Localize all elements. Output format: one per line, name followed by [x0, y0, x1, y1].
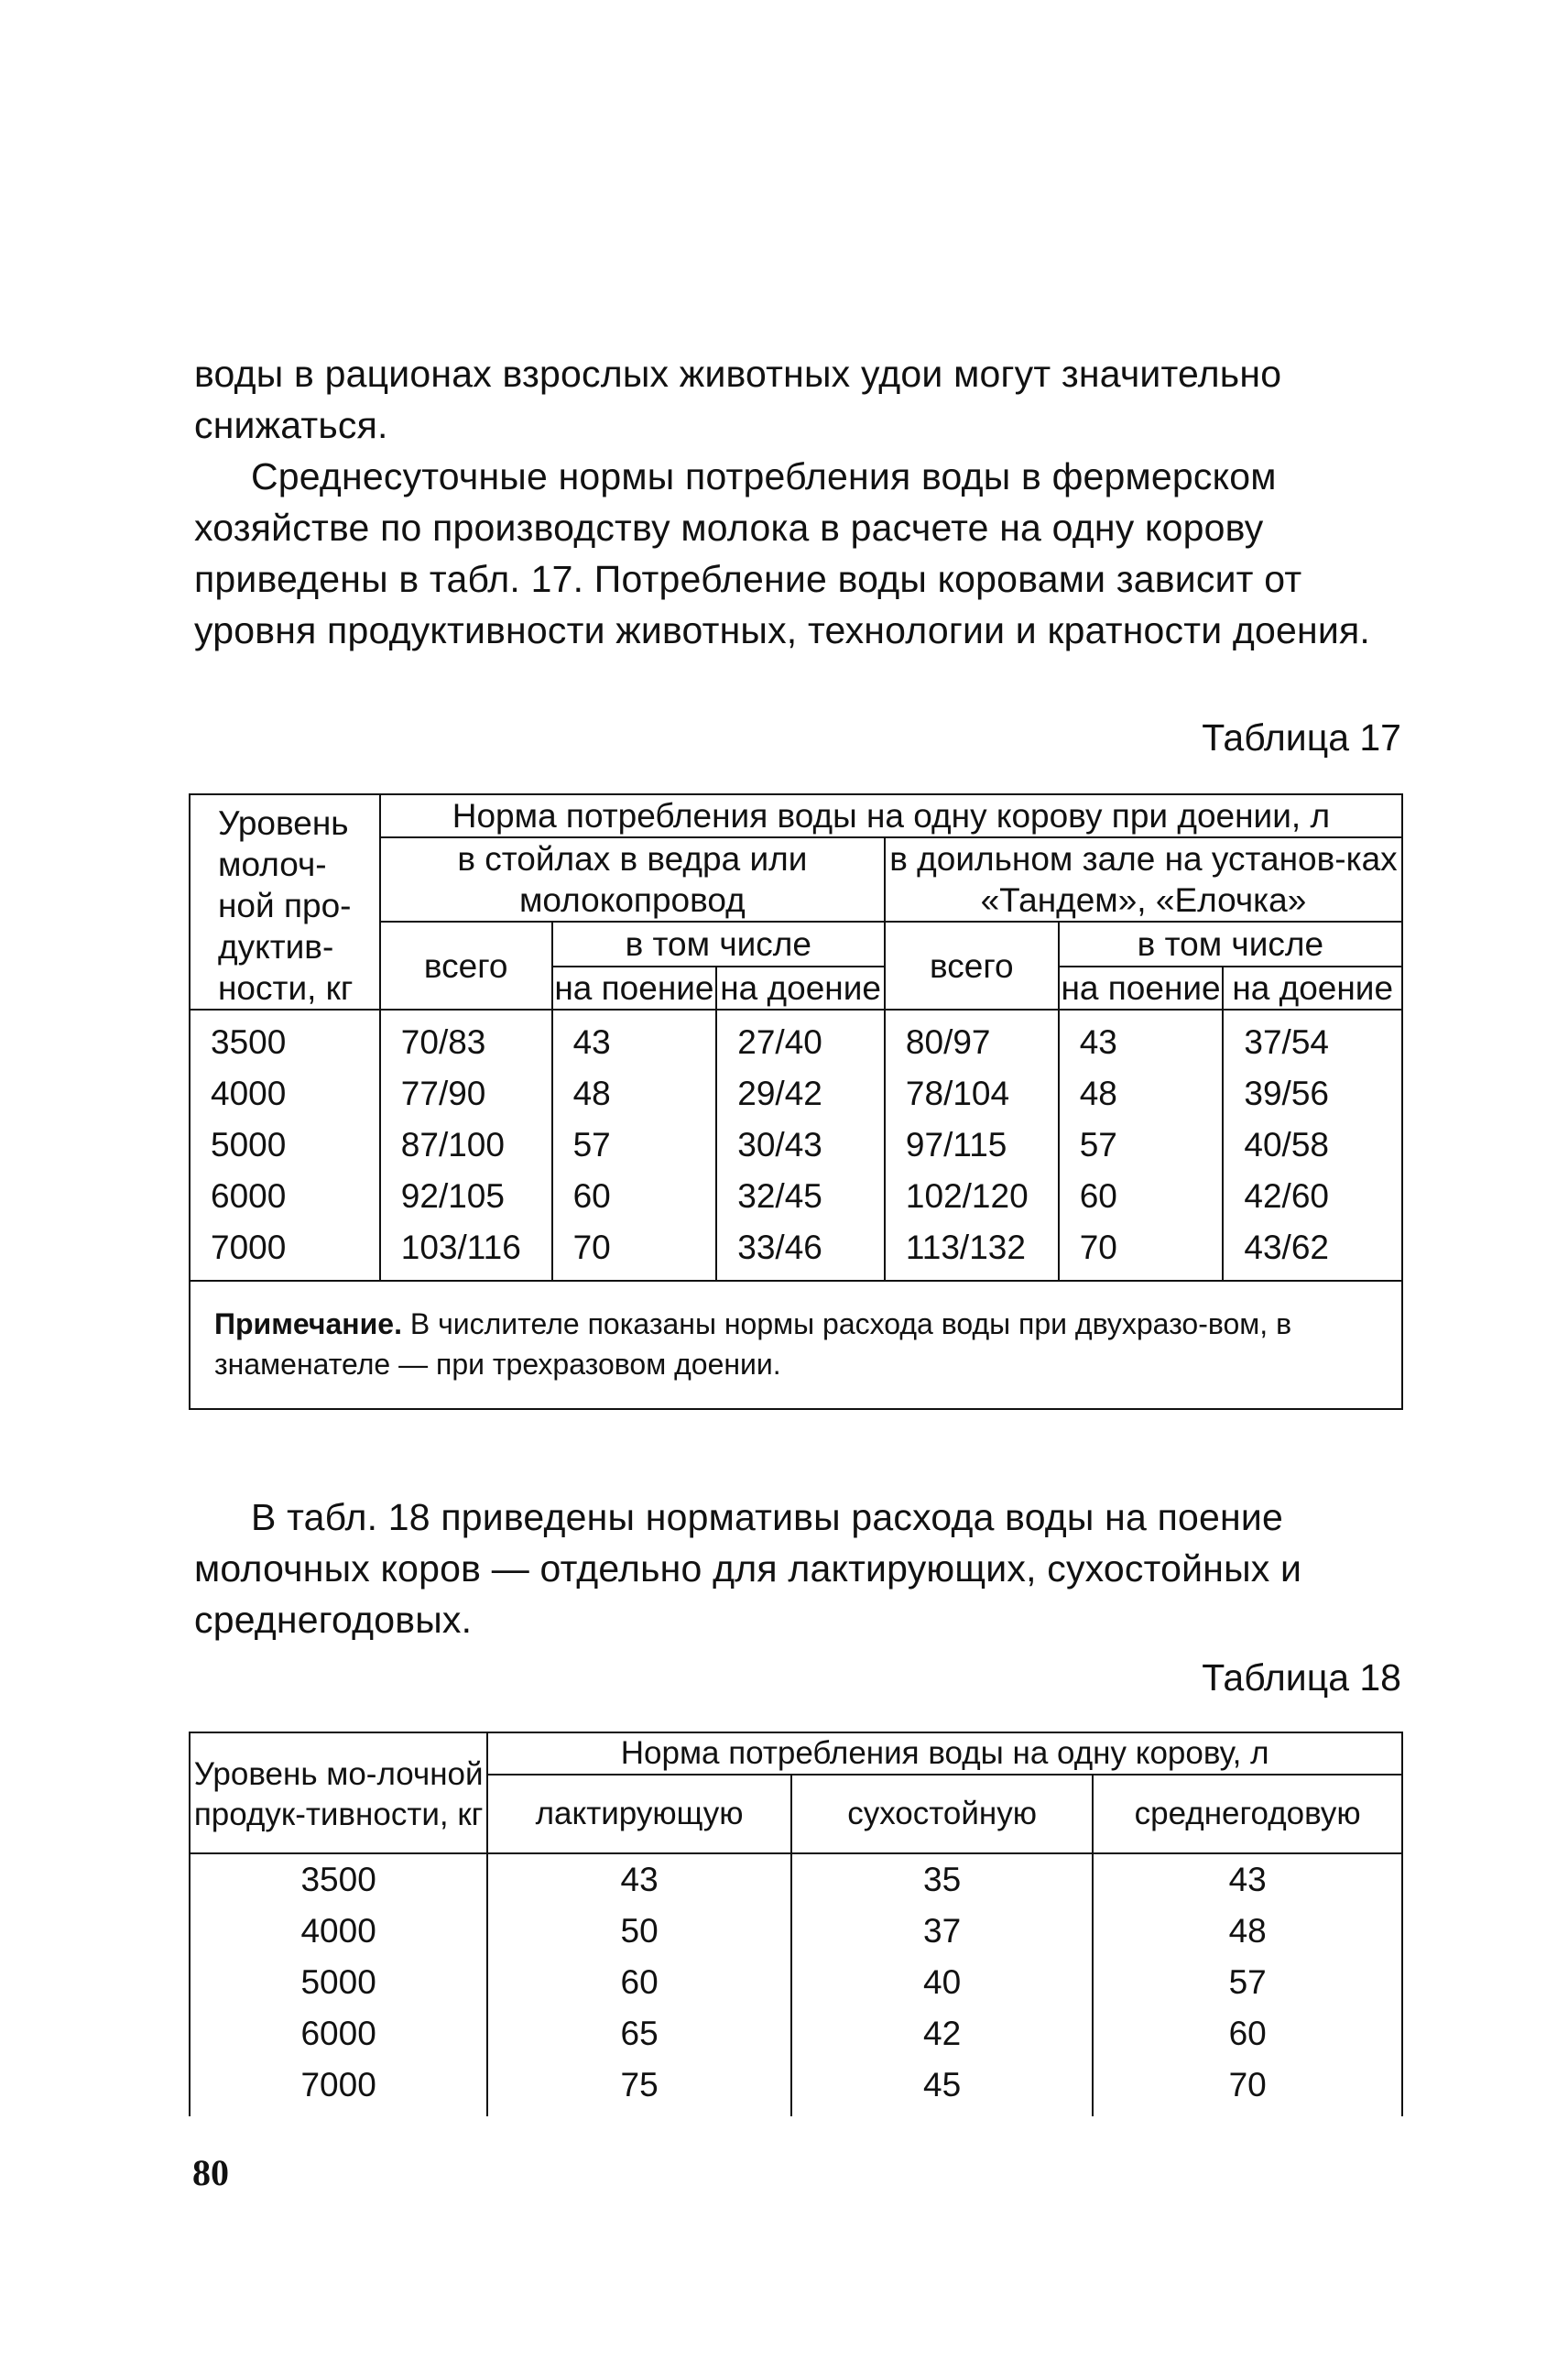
t17-header-milk-2: на доение	[1223, 967, 1402, 1010]
t17-note-text: В числителе показаны нормы расхода воды при двухразо-вом, в знаменателе — при трехразовом доении.	[214, 1307, 1292, 1381]
t17-note-label: Примечание.	[214, 1307, 402, 1340]
t17-header-total-2: всего	[885, 922, 1059, 1010]
paragraph-intro: воды в рационах взрослых животных удои могут значительно снижаться.	[194, 353, 1282, 446]
table-row	[190, 1170, 1402, 1221]
t17-cell: 7000	[190, 1221, 380, 1281]
t17-cell: 33/46	[716, 1221, 885, 1281]
table-row	[190, 2008, 1402, 2060]
t18-cell: 7000	[190, 2060, 487, 2116]
t17-cell: 43	[1059, 1010, 1224, 1067]
table-row	[190, 1906, 1402, 1957]
t17-header-incl-1: в том числе	[552, 922, 885, 967]
t17-cell: 102/120	[885, 1170, 1059, 1221]
t17-header-norm: Норма потребления воды на одну корову при доении, л	[380, 794, 1402, 837]
t18-cell: 6000	[190, 2008, 487, 2060]
t17-header-drink-1: на поение	[552, 967, 717, 1010]
table-row	[190, 1119, 1402, 1170]
t17-cell: 5000	[190, 1119, 380, 1170]
t18-cell: 42	[791, 2008, 1093, 2060]
paragraph-table18-intro: В табл. 18 приведены нормативы расхода воды на поение молочных коров — отдельно для лактирующих, сухостойных и среднегодовых.	[194, 1496, 1302, 1641]
t18-cell: 45	[791, 2060, 1093, 2116]
table-row	[190, 1067, 1402, 1119]
t17-cell: 60	[552, 1170, 717, 1221]
t17-cell: 60	[1059, 1170, 1224, 1221]
page-number: 80	[192, 2152, 229, 2193]
t17-cell: 43/62	[1223, 1221, 1402, 1281]
t18-header-dry: сухостойную	[791, 1775, 1093, 1853]
t17-cell: 30/43	[716, 1119, 885, 1170]
t18-cell: 37	[791, 1906, 1093, 1957]
table-row	[190, 1221, 1402, 1281]
t17-cell: 3500	[190, 1010, 380, 1067]
t17-cell: 78/104	[885, 1067, 1059, 1119]
t17-cell: 80/97	[885, 1010, 1059, 1067]
t18-cell: 35	[791, 1853, 1093, 1906]
t17-cell: 39/56	[1223, 1067, 1402, 1119]
t17-cell: 6000	[190, 1170, 380, 1221]
t17-cell: 32/45	[716, 1170, 885, 1221]
table-row	[190, 1010, 1402, 1067]
table-18	[189, 1732, 1403, 2116]
t17-cell: 70	[1059, 1221, 1224, 1281]
t17-cell: 43	[552, 1010, 717, 1067]
t17-header-stall: в стойлах в ведра или молокопровод	[380, 837, 885, 922]
t17-header-total-1: всего	[380, 922, 552, 1010]
t17-cell: 77/90	[380, 1067, 552, 1119]
t17-cell: 87/100	[380, 1119, 552, 1170]
paragraph-norms: Среднесуточные нормы потребления воды в фермерском хозяйстве по производству молока в расчете на одну корову приведены в табл. 17. Потребление воды коровами зависит от уровня продуктивности животных, технологии и кратности доения.	[194, 455, 1370, 651]
t17-header-drink-2: на поение	[1059, 967, 1224, 1010]
t18-header-norm: Норма потребления воды на одну корову, л	[487, 1732, 1402, 1775]
t17-cell: 37/54	[1223, 1010, 1402, 1067]
t17-cell: 48	[552, 1067, 717, 1119]
t18-cell: 60	[1093, 2008, 1402, 2060]
t18-cell: 60	[487, 1957, 791, 2008]
t17-cell: 70/83	[380, 1010, 552, 1067]
t17-cell: 40/58	[1223, 1119, 1402, 1170]
t18-header-lactating: лактирующую	[487, 1775, 791, 1853]
t18-cell: 43	[487, 1853, 791, 1906]
t17-cell: 92/105	[380, 1170, 552, 1221]
t18-cell: 65	[487, 2008, 791, 2060]
t18-cell: 4000	[190, 1906, 487, 1957]
t18-cell: 40	[791, 1957, 1093, 2008]
t18-header-level: Уровень мо-лочной продук-тивности, кг	[190, 1732, 487, 1853]
t17-cell: 113/132	[885, 1221, 1059, 1281]
t18-cell: 3500	[190, 1853, 487, 1906]
t17-cell: 103/116	[380, 1221, 552, 1281]
table-17	[189, 793, 1403, 1410]
t17-cell: 70	[552, 1221, 717, 1281]
t18-cell: 57	[1093, 1957, 1402, 2008]
table-row	[190, 1957, 1402, 2008]
t17-cell: 27/40	[716, 1010, 885, 1067]
table-row	[190, 1853, 1402, 1906]
t18-cell: 5000	[190, 1957, 487, 2008]
t17-header-milk-1: на доение	[716, 967, 885, 1010]
t17-note	[190, 1281, 1402, 1409]
t18-header-average: среднегодовую	[1093, 1775, 1402, 1853]
table17-caption: Таблица 17	[1202, 716, 1401, 759]
t18-cell: 48	[1093, 1906, 1402, 1957]
t17-cell: 4000	[190, 1067, 380, 1119]
t17-cell: 48	[1059, 1067, 1224, 1119]
t18-cell: 50	[487, 1906, 791, 1957]
t17-cell: 57	[1059, 1119, 1224, 1170]
t18-cell: 70	[1093, 2060, 1402, 2116]
table-row	[190, 2060, 1402, 2116]
t17-cell: 97/115	[885, 1119, 1059, 1170]
t18-cell: 75	[487, 2060, 791, 2116]
t17-cell: 57	[552, 1119, 717, 1170]
t17-header-hall: в доильном зале на установ-ках «Тандем», «Елочка»	[885, 837, 1402, 922]
table18-caption: Таблица 18	[1202, 1656, 1401, 1699]
t17-cell: 42/60	[1223, 1170, 1402, 1221]
t17-header-level: Уровень молоч-ной про-дуктив-ности, кг	[190, 794, 380, 1010]
t17-header-incl-2: в том числе	[1059, 922, 1402, 967]
t18-cell: 43	[1093, 1853, 1402, 1906]
t17-cell: 29/42	[716, 1067, 885, 1119]
